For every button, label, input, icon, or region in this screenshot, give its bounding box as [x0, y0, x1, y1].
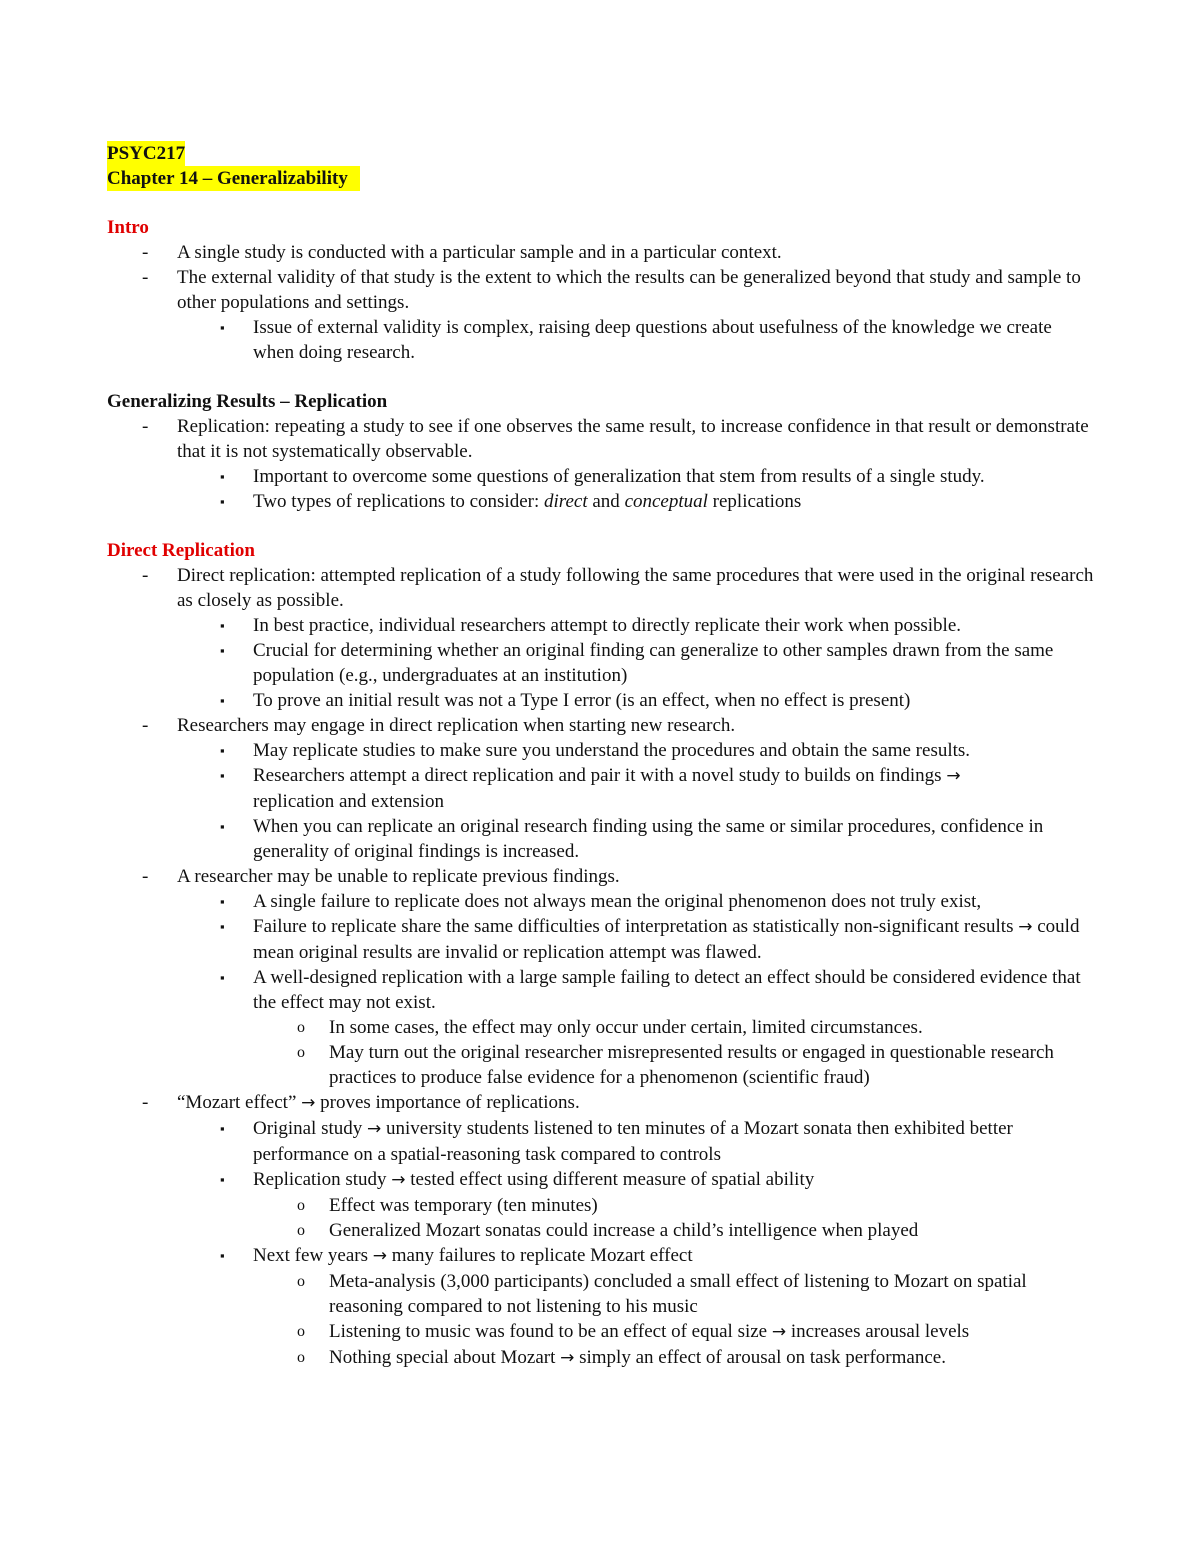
right-arrow-icon: →	[301, 1093, 316, 1113]
bullet-text-part: Listening to music was found to be an effect of equal size	[329, 1321, 772, 1342]
emphasis-conceptual: conceptual	[624, 491, 708, 512]
bullet-text: Meta-analysis (3,000 participants) concluded a small effect of listening to Mozart on spatial reasoning compared to not listening to his music	[329, 1271, 1027, 1317]
square-bullet: ▪	[220, 1248, 225, 1263]
list-item	[107, 414, 1097, 464]
chapter-title-line	[107, 166, 1097, 191]
square-bullet: ▪	[220, 768, 225, 783]
bullet-text-part: “Mozart effect”	[177, 1092, 302, 1113]
dash-bullet: -	[142, 242, 149, 263]
bullet-text-part: Failure to replicate share the same difficulties of interpretation as statistically non-significant results	[253, 916, 1019, 937]
list-item	[107, 1167, 1097, 1193]
circle-bullet: o	[297, 1019, 305, 1036]
bullet-text: Generalized Mozart sonatas could increase a child’s intelligence when played	[329, 1220, 919, 1241]
list-item	[107, 814, 1097, 864]
right-arrow-icon: →	[367, 1119, 382, 1139]
list-item	[107, 1040, 1097, 1090]
right-arrow-icon: →	[771, 1322, 787, 1342]
bullet-text: When you can replicate an original research finding using the same or similar procedures, confidence in generality of original findings is increased.	[253, 816, 1044, 862]
list-item	[107, 638, 1097, 688]
square-bullet: ▪	[220, 618, 225, 633]
square-bullet: ▪	[220, 643, 225, 658]
circle-bullet: o	[297, 1273, 305, 1290]
right-arrow-icon: →	[946, 766, 961, 786]
bullet-text-part: many failures to replicate Mozart effect	[387, 1245, 693, 1266]
bullet-text: A researcher may be unable to replicate previous findings.	[177, 866, 620, 887]
circle-bullet: o	[297, 1349, 305, 1366]
list-item	[107, 1015, 1097, 1040]
course-code: PSYC217	[107, 143, 186, 164]
bullet-text-part: replication and extension	[253, 791, 444, 812]
list-item	[107, 1193, 1097, 1218]
bullet-text: In some cases, the effect may only occur under certain, limited circumstances.	[329, 1017, 923, 1038]
bullet-text-part: simply an effect of arousal on task performance.	[574, 1347, 946, 1368]
bullet-text: A well-designed replication with a large sample failing to detect an effect should be considered evidence that the effect may not exist.	[253, 967, 1081, 1013]
dash-bullet: -	[142, 416, 149, 437]
square-bullet: ▪	[220, 743, 225, 758]
dash-bullet: -	[142, 565, 149, 586]
bullet-text-part: Replication study	[253, 1169, 392, 1190]
right-arrow-icon: →	[372, 1246, 388, 1266]
list-item	[107, 914, 1097, 965]
list-item	[107, 240, 1097, 265]
circle-bullet: o	[297, 1323, 305, 1340]
list-item	[107, 1345, 1097, 1371]
square-bullet: ▪	[220, 494, 225, 509]
bullet-text-part: increases arousal levels	[786, 1321, 970, 1342]
right-arrow-icon: →	[391, 1170, 406, 1190]
dash-bullet: -	[142, 1092, 149, 1113]
list-item	[107, 1319, 1097, 1345]
list-item	[107, 965, 1097, 1015]
square-bullet: ▪	[220, 693, 225, 708]
bullet-text: Direct replication: attempted replication of a study following the same procedures that were used in the original research as closely as possible.	[177, 565, 1094, 611]
emphasis-direct: direct	[544, 491, 588, 512]
list-item	[107, 464, 1097, 489]
bullet-text-part: replications	[707, 491, 802, 512]
square-bullet: ▪	[220, 970, 225, 985]
bullet-text-part: Nothing special about Mozart	[329, 1347, 561, 1368]
bullet-text-part: proves importance of replications.	[315, 1092, 580, 1113]
course-code-line	[107, 141, 1097, 166]
list-item	[107, 864, 1097, 889]
square-bullet: ▪	[220, 1172, 225, 1187]
list-item	[107, 315, 1097, 365]
list-item	[107, 489, 1097, 514]
right-arrow-icon: →	[560, 1348, 575, 1368]
list-item	[107, 713, 1097, 738]
bullet-text: Crucial for determining whether an original finding can generalize to other samples drawn from the same population (e.g., undergraduates at an institution)	[253, 640, 1054, 686]
document-page	[107, 141, 1097, 1371]
bullet-text: Issue of external validity is complex, raising deep questions about usefulness of the knowledge we create when doing research.	[253, 317, 1052, 363]
bullet-text-part: and	[587, 491, 625, 512]
chapter-title: Chapter 14 – Generalizability	[107, 166, 360, 191]
square-bullet: ▪	[220, 819, 225, 834]
list-item	[107, 265, 1097, 315]
section-heading-intro: Intro	[107, 217, 149, 238]
list-item	[107, 889, 1097, 914]
bullet-text-part: tested effect using different measure of spatial ability	[405, 1169, 815, 1190]
square-bullet: ▪	[220, 919, 225, 934]
bullet-text: In best practice, individual researchers attempt to directly replicate their work when possible.	[253, 615, 962, 636]
square-bullet: ▪	[220, 894, 225, 909]
circle-bullet: o	[297, 1044, 305, 1061]
bullet-text-part: Next few years	[253, 1245, 373, 1266]
right-arrow-icon: →	[1018, 917, 1033, 937]
list-item	[107, 1218, 1097, 1243]
list-item	[107, 1116, 1097, 1167]
bullet-text-part: Researchers attempt a direct replication and pair it with a novel study to builds on findings	[253, 765, 947, 786]
bullet-text: The external validity of that study is the extent to which the results can be generalized beyond that study and sample to other populations and settings.	[177, 267, 1081, 313]
bullet-text: Replication: repeating a study to see if one observes the same result, to increase confidence in that result or demonstrate that it is not systematically observable.	[177, 416, 1089, 462]
list-item	[107, 1243, 1097, 1269]
bullet-text: Important to overcome some questions of generalization that stem from results of a single study.	[253, 466, 985, 487]
section-heading-direct-replication: Direct Replication	[107, 540, 255, 561]
square-bullet: ▪	[220, 1121, 225, 1136]
dash-bullet: -	[142, 715, 149, 736]
dash-bullet: -	[142, 866, 149, 887]
dash-bullet: -	[142, 267, 149, 288]
circle-bullet: o	[297, 1222, 305, 1239]
bullet-text-part: university students listened to ten minutes of a Mozart sonata then exhibited better performance on a spatial-reasoning task compared to controls	[253, 1118, 1013, 1165]
list-item	[107, 763, 1097, 814]
bullet-text-part: Two types of replications to consider:	[253, 491, 544, 512]
square-bullet: ▪	[220, 469, 225, 484]
bullet-text: A single study is conducted with a particular sample and in a particular context.	[177, 242, 782, 263]
list-item	[107, 1090, 1097, 1116]
square-bullet: ▪	[220, 320, 225, 335]
circle-bullet: o	[297, 1197, 305, 1214]
bullet-text-part: could mean original results are invalid or replication attempt was flawed.	[253, 916, 1080, 963]
list-item	[107, 738, 1097, 763]
bullet-text: Effect was temporary (ten minutes)	[329, 1195, 598, 1216]
list-item	[107, 613, 1097, 638]
bullet-text: May turn out the original researcher misrepresented results or engaged in questionable research practices to produce false evidence for a phenomenon (scientific fraud)	[329, 1042, 1054, 1088]
bullet-text: To prove an initial result was not a Type I error (is an effect, when no effect is present)	[253, 690, 911, 711]
bullet-text: May replicate studies to make sure you understand the procedures and obtain the same results.	[253, 740, 971, 761]
list-item	[107, 688, 1097, 713]
bullet-text: Researchers may engage in direct replication when starting new research.	[177, 715, 736, 736]
section-heading-generalizing: Generalizing Results – Replication	[107, 391, 388, 412]
bullet-text-part: Original study	[253, 1118, 367, 1139]
bullet-text: A single failure to replicate does not always mean the original phenomenon does not truly exist,	[253, 891, 982, 912]
list-item	[107, 1269, 1097, 1319]
list-item	[107, 563, 1097, 613]
